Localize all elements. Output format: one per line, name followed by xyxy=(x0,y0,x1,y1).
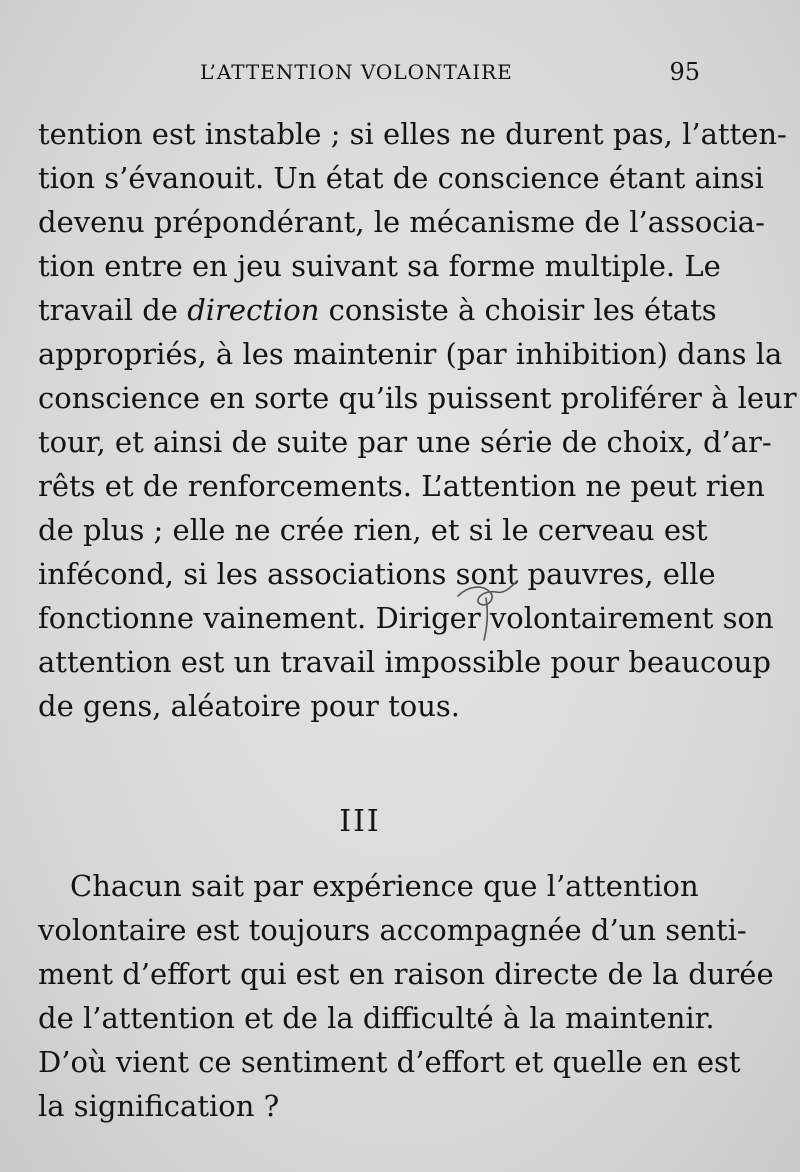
running-head xyxy=(200,60,700,90)
text-line: ment d’effort qui est en raison directe de la durée xyxy=(38,957,774,991)
text-line: de l’attention et de la difficulté à la maintenir. xyxy=(38,1001,715,1035)
running-title: L’ATTENTION VOLONTAIRE xyxy=(200,60,513,84)
emphasized-word: direction xyxy=(187,293,320,327)
handwritten-correction-mark-icon xyxy=(452,578,522,648)
text-line: de gens, aléatoire pour tous. xyxy=(38,689,460,723)
text-line xyxy=(38,288,717,332)
text-line: infécond, si les associations sont pauvres, elle xyxy=(38,557,716,591)
text-line: D’où vient ce sentiment d’effort et quelle en est xyxy=(38,1045,741,1079)
text-line: rêts et de renforcements. L’attention ne peut rien xyxy=(38,469,765,503)
text-line: la signification ? xyxy=(38,1089,280,1123)
text-line: tour, et ainsi de suite par une série de choix, d’ar- xyxy=(38,425,772,459)
paragraph-continuation xyxy=(38,112,797,728)
text-line: tion s’évanouit. Un état de conscience étant ainsi xyxy=(38,161,764,195)
text-line: volontaire est toujours accompagnée d’un senti- xyxy=(38,913,747,947)
text-line: de plus ; elle ne crée rien, et si le cerveau est xyxy=(38,513,708,547)
text-segment: consiste à choisir les états xyxy=(319,293,717,327)
text-line: tention est instable ; si elles ne durent pas, l’atten- xyxy=(38,117,787,151)
text-line: Chacun sait par expérience que l’attention xyxy=(70,869,699,903)
text-line: tion entre en jeu suivant sa forme multiple. Le xyxy=(38,249,721,283)
section-number: III xyxy=(339,804,381,839)
text-segment: travail de xyxy=(38,293,188,327)
text-line: appropriés, à les maintenir (par inhibition) dans la xyxy=(38,337,783,371)
text-line: conscience en sorte qu’ils puissent proliférer à leur xyxy=(38,381,797,415)
text-line: devenu prépondérant, le mécanisme de l’associa- xyxy=(38,205,765,239)
paragraph-section-three xyxy=(38,864,774,1128)
text-line: fonctionne vainement. Diriger volontairement son xyxy=(38,601,774,635)
text-line: attention est un travail impossible pour beaucoup xyxy=(38,645,771,679)
page-number: 95 xyxy=(669,58,700,86)
